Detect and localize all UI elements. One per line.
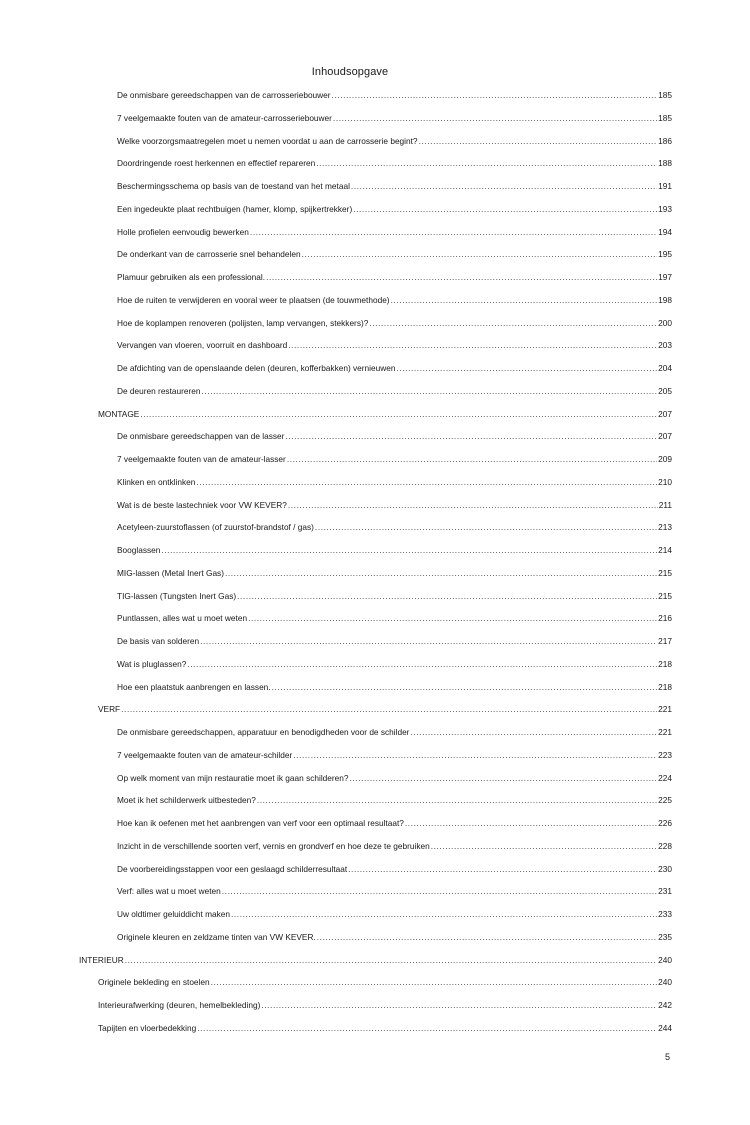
toc-dot-leader	[272, 680, 658, 694]
toc-entry-title: Holle profielen eenvoudig bewerken	[117, 226, 249, 237]
toc-entry[interactable]	[117, 156, 672, 170]
toc-dot-leader	[237, 589, 657, 603]
toc-entry[interactable]	[98, 407, 672, 421]
toc-entry-page: 221	[658, 727, 672, 737]
toc-entry[interactable]	[98, 702, 672, 716]
toc-dot-leader	[293, 748, 657, 762]
toc-entry-page: 215	[658, 590, 672, 601]
toc-entry-page: 197	[658, 272, 672, 282]
toc-entry-title: Originele bekleding en stoelen	[98, 977, 210, 988]
toc-entry[interactable]	[117, 771, 672, 785]
toc-entry-title: De onmisbare gereedschappen, apparatuur en benodigdheden voor de schilder	[117, 727, 410, 737]
toc-entry-title: Uw oldtimer geluiddicht maken	[117, 909, 230, 919]
toc-entry-title: Hoe de ruiten te verwijderen en vooral weer te plaatsen (de touwmethode)	[117, 294, 390, 305]
toc-entry-page: 225	[658, 795, 672, 806]
toc-dot-leader	[261, 998, 657, 1012]
toc-entry-page: 203	[658, 340, 672, 351]
toc-entry-title: De onmisbare gereedschappen van de carrosseriebouwer	[117, 90, 331, 100]
toc-entry-title: VERF	[98, 704, 121, 715]
toc-entry[interactable]	[117, 566, 672, 580]
toc-entry[interactable]	[117, 793, 672, 807]
toc-entry[interactable]	[117, 475, 672, 489]
toc-entry[interactable]	[117, 520, 672, 534]
toc-dot-leader	[285, 429, 657, 443]
toc-entry[interactable]	[117, 680, 672, 694]
toc-dot-leader	[121, 702, 657, 716]
toc-entry-page: 185	[658, 90, 672, 100]
toc-entry-page: 228	[658, 840, 672, 851]
toc-entry[interactable]	[117, 884, 672, 898]
toc-entry-page: 211	[658, 499, 672, 510]
toc-entry[interactable]	[117, 270, 672, 284]
toc-dot-leader	[315, 520, 657, 534]
toc-entry-page: 205	[658, 385, 672, 396]
toc-entry[interactable]	[117, 748, 672, 762]
toc-entry-page: 186	[658, 135, 672, 146]
toc-entry-page: 188	[658, 158, 672, 169]
toc-entry-page: 213	[658, 522, 672, 533]
toc-dot-leader	[257, 793, 657, 807]
toc-entry[interactable]	[117, 657, 672, 671]
toc-entry[interactable]	[117, 498, 672, 512]
toc-entry-page: 207	[658, 431, 672, 442]
toc-entry-title: MIG-lassen (Metal Inert Gas)	[117, 567, 224, 578]
toc-entry-title: INTERIEUR	[79, 954, 124, 965]
toc-dot-leader	[351, 179, 657, 193]
toc-entry-page: 193	[658, 203, 672, 214]
toc-entry[interactable]	[117, 816, 672, 830]
toc-entry-page: 244	[658, 1022, 672, 1033]
toc-entry[interactable]	[117, 452, 672, 466]
toc-entry-title: Op welk moment van mijn restauratie moet ik gaan schilderen?	[117, 772, 349, 783]
toc-entry[interactable]	[117, 839, 672, 853]
toc-entry-title: Hoe een plaatstuk aanbrengen en lassen.	[117, 681, 271, 692]
toc-entry-page: 218	[658, 681, 672, 692]
toc-dot-leader	[196, 475, 657, 489]
toc-entry-page: 235	[658, 931, 672, 942]
toc-dot-leader	[288, 338, 657, 352]
toc-entry[interactable]	[117, 384, 672, 398]
toc-entry-title: Booglassen	[117, 545, 161, 555]
toc-entry-title: MONTAGE	[98, 408, 140, 419]
toc-entry[interactable]	[117, 907, 672, 921]
toc-dot-leader	[302, 247, 658, 261]
toc-entry[interactable]	[98, 975, 672, 989]
toc-entry-page: 185	[658, 112, 672, 123]
toc-entry-page: 240	[658, 954, 672, 965]
toc-entry-title: Wat is de beste lastechniek voor VW KEVER?	[117, 499, 287, 510]
toc-entry-page: 242	[658, 1000, 672, 1010]
toc-entry-page: 216	[658, 613, 672, 624]
toc-entry-title: Tapijten en vloerbedekking	[98, 1022, 197, 1033]
toc-entry-title: De onmisbare gereedschappen van de lasser	[117, 431, 285, 442]
toc-dot-leader	[350, 771, 658, 785]
toc-entry-title: De deuren restaureren	[117, 385, 201, 396]
toc-dot-leader	[333, 111, 657, 125]
toc-entry-page: 209	[658, 454, 672, 464]
toc-entry-title: Puntlassen, alles wat u moet weten	[117, 613, 248, 624]
toc-entry-page: 194	[658, 226, 672, 237]
toc-entry-title: Wat is pluglassen?	[117, 658, 187, 669]
toc-entry-page: 231	[658, 886, 672, 897]
toc-entry[interactable]	[117, 179, 672, 193]
toc-dot-leader	[211, 975, 658, 989]
toc-dot-leader	[419, 134, 658, 148]
toc-entry-page: 215	[658, 567, 672, 578]
toc-dot-leader	[266, 270, 657, 284]
toc-entry-title: Welke voorzorgsmaatregelen moet u nemen voordat u aan de carrosserie begint?	[117, 135, 418, 146]
toc-entry-title: 7 veelgemaakte fouten van de amateur-lasser	[117, 454, 286, 464]
toc-entry[interactable]	[117, 930, 672, 944]
toc-entry[interactable]	[117, 429, 672, 443]
toc-entry-title: Vervangen van vloeren, voorruit en dashboard	[117, 340, 288, 351]
toc-entry-page: 218	[658, 658, 672, 669]
toc-entry-title: Inzicht in de verschillende soorten verf, vernis en grondverf en hoe deze te gebruiken	[117, 840, 430, 851]
toc-dot-leader	[125, 953, 657, 967]
toc-dot-leader	[332, 88, 658, 102]
toc-entry[interactable]	[117, 589, 672, 603]
toc-entry[interactable]	[117, 543, 672, 557]
toc-entry[interactable]	[117, 725, 672, 739]
toc-entry-page: 214	[658, 545, 672, 555]
toc-entry[interactable]	[117, 225, 672, 239]
toc-entry-title: De basis van solderen	[117, 636, 200, 646]
toc-dot-leader	[353, 202, 657, 216]
toc-entry[interactable]	[117, 338, 672, 352]
toc-dot-leader	[197, 1021, 657, 1035]
toc-dot-leader	[405, 816, 657, 830]
toc-entry-title: Doordringende roest herkennen en effectief repareren	[117, 158, 316, 169]
toc-entry-title: 7 veelgemaakte fouten van de amateur-schilder	[117, 749, 293, 760]
toc-entry-page: 233	[658, 909, 672, 919]
toc-entry-page: 226	[658, 818, 672, 828]
toc-entry-title: Een ingedeukte plaat rechtbuigen (hamer, klomp, spijkertrekker)	[117, 203, 353, 214]
toc-dot-leader	[248, 611, 657, 625]
toc-dot-leader	[201, 384, 657, 398]
toc-entry-page: 198	[658, 294, 672, 305]
toc-entry[interactable]	[117, 316, 672, 330]
toc-entry[interactable]	[117, 247, 672, 261]
toc-entry-title: Moet ik het schilderwerk uitbesteden?	[117, 795, 256, 806]
toc-dot-leader	[287, 452, 657, 466]
toc-dot-leader	[396, 361, 657, 375]
toc-entry-title: TIG-lassen (Tungsten Inert Gas)	[117, 590, 237, 601]
toc-entry[interactable]	[117, 111, 672, 125]
toc-entry[interactable]	[117, 361, 672, 375]
toc-entry-title: Acetyleen-zuurstoflassen (of zuurstof-brandstof / gas)	[117, 522, 314, 533]
toc-entry-page: 200	[658, 317, 672, 328]
toc-dot-leader	[348, 862, 657, 876]
toc-entry-title: Interieurafwerking (deuren, hemelbekleding)	[98, 1000, 261, 1010]
toc-entry-title: De voorbereidingsstappen voor een geslaagd schilderresultaat	[117, 863, 348, 874]
toc-dot-leader	[225, 566, 657, 580]
toc-entry-page: 240	[658, 977, 672, 988]
toc-entry-title: Originele kleuren en zeldzame tinten van VW KEVER.	[117, 931, 316, 942]
toc-entry-page: 221	[658, 704, 672, 715]
toc-dot-leader	[200, 634, 657, 648]
toc-entry-title: Klinken en ontklinken	[117, 476, 196, 487]
toc-entry[interactable]	[117, 634, 672, 648]
toc-entry-page: 207	[658, 408, 672, 419]
toc-entry-title: De onderkant van de carrosserie snel behandelen	[117, 249, 301, 260]
toc-entry-title: Beschermingsschema op basis van de toestand van het metaal	[117, 181, 350, 191]
toc-dot-leader	[391, 293, 658, 307]
page-number: 5	[664, 1052, 670, 1062]
toc-entry-title: Hoe kan ik oefenen met het aanbrengen van verf voor een optimaal resultaat?	[117, 818, 404, 828]
toc-entry[interactable]	[117, 202, 672, 216]
toc-entry[interactable]	[117, 611, 672, 625]
toc-entry[interactable]	[98, 998, 672, 1012]
toc-entry-page: 191	[658, 181, 672, 191]
toc-entry-page: 230	[658, 863, 672, 874]
page-title: Inhoudsopgave	[311, 66, 389, 78]
toc-dot-leader	[187, 657, 657, 671]
toc-entry[interactable]	[117, 293, 672, 307]
toc-dot-leader	[431, 839, 657, 853]
toc-entry[interactable]	[117, 134, 672, 148]
toc-entry-title: Plamuur gebruiken als een professional.	[117, 272, 266, 282]
toc-entry-page: 195	[658, 249, 672, 260]
toc-entry[interactable]	[117, 88, 672, 102]
toc-dot-leader	[140, 407, 657, 421]
toc-entry[interactable]	[79, 953, 672, 967]
toc-dot-leader	[250, 225, 657, 239]
toc-dot-leader	[222, 884, 657, 898]
toc-entry-page: 224	[658, 772, 672, 783]
toc-entry[interactable]	[117, 862, 672, 876]
toc-entry-page: 210	[658, 476, 672, 487]
toc-dot-leader	[317, 930, 657, 944]
toc-entry-title: De afdichting van de openslaande delen (deuren, kofferbakken) vernieuwen	[117, 363, 396, 373]
toc-entry-page: 217	[658, 636, 672, 646]
toc-dot-leader	[410, 725, 657, 739]
toc-entry-page: 204	[658, 363, 672, 373]
toc-dot-leader	[288, 498, 658, 512]
toc-entry-title: 7 veelgemaakte fouten van de amateur-carrosseriebouwer	[117, 112, 332, 123]
toc-dot-leader	[231, 907, 657, 921]
toc-entry-page: 223	[658, 749, 672, 760]
toc-entry-title: Verf: alles wat u moet weten	[117, 886, 221, 897]
toc-entry-title: Hoe de koplampen renoveren (polijsten, lamp vervangen, stekkers)?	[117, 317, 369, 328]
toc-entry[interactable]	[98, 1021, 672, 1035]
toc-dot-leader	[316, 156, 657, 170]
toc-dot-leader	[369, 316, 657, 330]
toc-dot-leader	[161, 543, 657, 557]
